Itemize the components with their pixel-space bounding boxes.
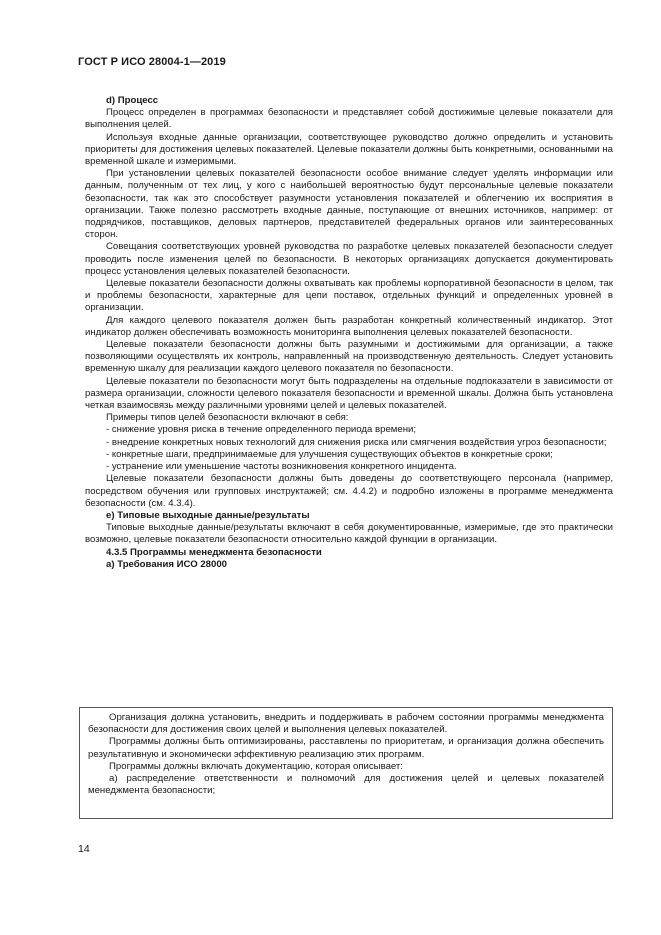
section-e-paragraph: Типовые выходные данные/результаты включают в себя документированные, измеримые, где это практически возможно, целевые показатели безопасности относительно каждой функции в организации. [85, 522, 613, 546]
section-d-heading: d) Процесс [106, 95, 159, 106]
section-d-paragraph: Целевые показатели безопасности должны охватывать как проблемы корпоративной безопасности в целом, так и проблемы безопасности, характерные для цепи поставок, отдельных функций и определенных уровней в организации. [85, 278, 613, 314]
list-item: - конкретные шаги, предпринимаемые для улучшения существующих объектов в конкретные сроки; [106, 448, 553, 460]
section-d-paragraph: Примеры типов целей безопасности включают в себя: [106, 412, 349, 424]
page-number: 14 [78, 843, 90, 855]
section-d-paragraph: Процесс определен в программах безопасности и представляет собой достижимые целевые показатели для выполнения целей. [85, 107, 613, 131]
document-header: ГОСТ Р ИСО 28004-1—2019 [78, 56, 226, 68]
requirements-paragraph: Программы должны включать документацию, которая описывает: [109, 760, 403, 772]
section-d-paragraph: Для каждого целевого показателя должен быть разработан конкретный количественный индикатор. Этот индикатор должен обеспечивать возможность мониторинга выполнения целевых показателей безопасности. [85, 314, 613, 338]
section-e-heading: e) Типовые выходные данные/результаты [106, 509, 310, 521]
section-d-paragraph: При установлении целевых показателей безопасности особое внимание следует уделять информации или данным, полученным от тех лиц, у кого с наибольшей вероятностью будут персональные целевые показатели безопасности, так как это способствует разумности установления показателей и облегчению их восприятия в организации. Также полезно рассмотреть входные данные, поступающие от внешних источников, например: от подрядчиков, поставщиков, деловых партнеров, представителей федеральных органов или заинтересованных сторон. [85, 168, 613, 241]
list-item: - снижение уровня риска в течение определенного периода времени; [106, 424, 417, 436]
list-item: - внедрение конкретных новых технологий для снижения риска или смягчения воздействия угроз безопасности; [106, 436, 607, 448]
requirements-paragraph: а) распределение ответственности и полномочий для достижения целей и целевых показателей менеджмента безопасности; [88, 773, 604, 797]
section-d-closing: Целевые показатели безопасности должны быть доведены до соответствующего персонала (например, посредством обучения или групповых инструктажей; см. 4.4.2) и подробно изложены в программе менеджмента безопасности (см. 4.3.4). [85, 473, 613, 509]
section-d-paragraph: Целевые показатели безопасности должны быть разумными и достижимыми для организации, а также позволяющими осуществлять их контроль, направленный на производственную деятельность. Следует установить временную шкалу для реализации каждого целевого показателя по безопасности. [85, 339, 613, 375]
requirements-paragraph: Программы должны быть оптимизированы, расставлены по приоритетам, и организация должна обеспечить результативную и экономически эффективную реализацию этих программ. [88, 736, 604, 760]
list-item: - устранение или уменьшение частоты возникновения конкретного инцидента. [106, 461, 457, 473]
section-d-paragraph: Используя входные данные организации, соответствующее руководство должно определить и установить приоритеты для достижения целевых показателей. Целевые показатели должны быть конкретными, основанными на временной шкале и измеримыми. [85, 131, 613, 168]
page-body [85, 95, 613, 571]
requirements-paragraph: Организация должна установить, внедрить и поддерживать в рабочем состоянии программы менеджмента безопасности для достижения своих целей и выполнения целевых показателей. [88, 712, 604, 736]
section-heading-4-3-5: 4.3.5 Программы менеджмента безопасности [106, 546, 322, 558]
section-subheading-requirements: а) Требования ИСО 28000 [106, 558, 227, 570]
requirements-box [79, 707, 613, 819]
section-d-paragraph: Совещания соответствующих уровней руководства по разработке целевых показателей безопасности следует проводить после изменения целей по безопасности. В некоторых организациях допускается документировать процесс установления целевых показателей безопасности. [85, 241, 613, 277]
section-d-paragraph: Целевые показатели по безопасности могут быть подразделены на отдельные подпоказатели в зависимости от размера организации, сложности целевого показателя безопасности и временной шкалы. Должна быть установлена четкая взаимосвязь между различными уровнями целей и целевых показателей. [85, 375, 613, 412]
